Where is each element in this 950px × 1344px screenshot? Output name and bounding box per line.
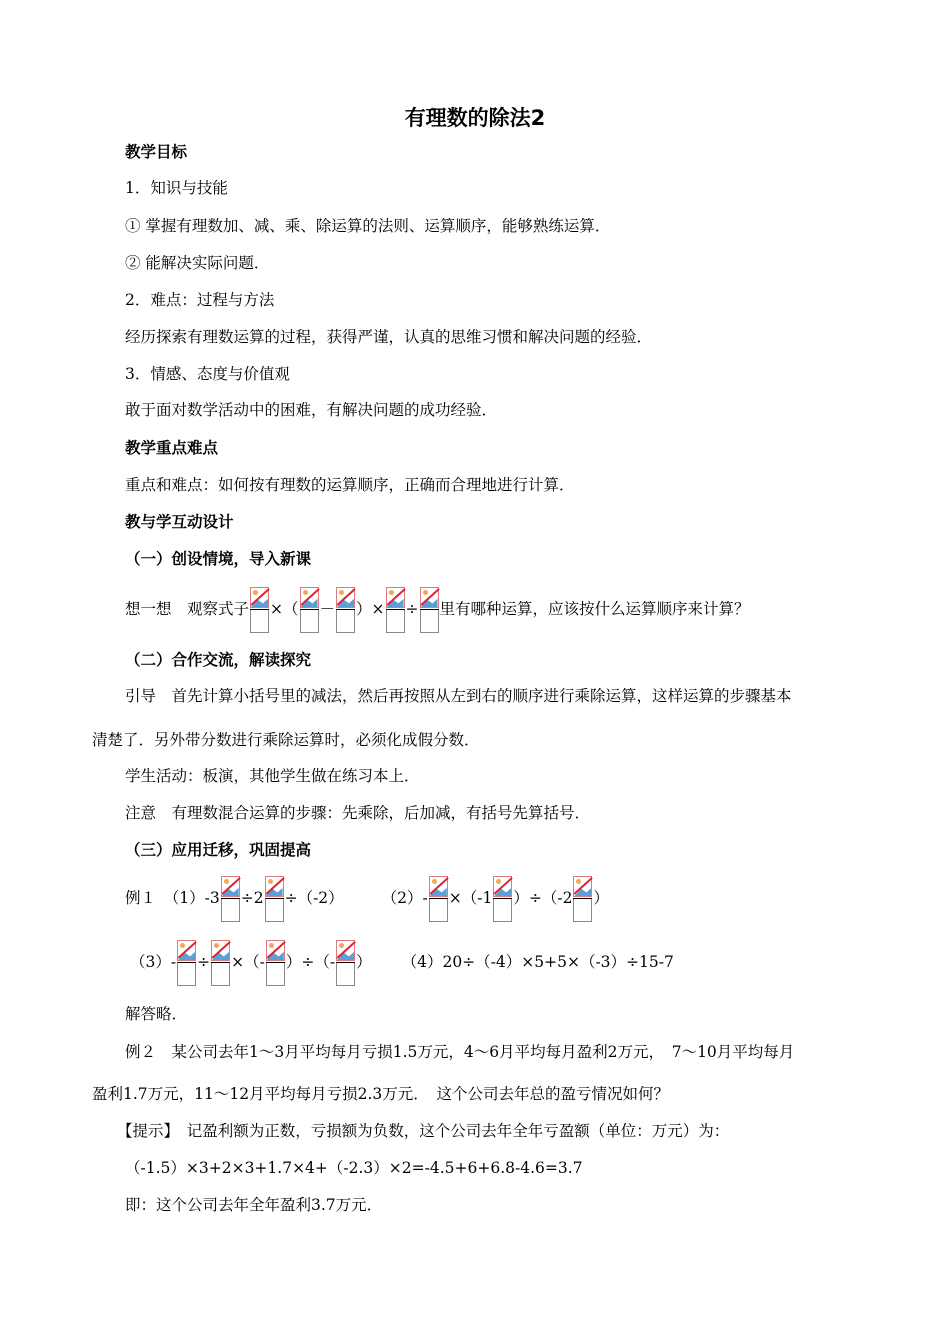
fraction-image (429, 876, 448, 922)
goal-1b-text: ② 能解决实际问题． (125, 254, 270, 272)
ex1-part-1-a: 例１ （1）-3 (125, 889, 220, 907)
ex1-part-3-c: ×（- (231, 953, 265, 971)
fraction-image (493, 876, 512, 922)
ex1-part-2-b: ×（-1 (448, 889, 493, 907)
fraction-image (221, 876, 240, 922)
heading-key-points: 教学重点难点 (125, 439, 219, 457)
example-2-line-1: 例２ 某公司去年1～3月平均每月亏损1.5万元，4～6月平均每月盈利2万元， 7～10月平均每月 (125, 1043, 795, 1061)
section-2-heading: （二）合作交流，解读探究 (125, 651, 312, 669)
section-1-heading: （一）创设情境，导入新课 (125, 550, 312, 568)
conclusion-text: 即：这个公司去年全年盈利3.7万元． (125, 1196, 383, 1214)
fraction-image (300, 587, 319, 633)
goal-2-heading: 2．难点：过程与方法 (125, 291, 275, 309)
example-1-row-2 (130, 937, 674, 987)
think-close-times: ）× (356, 600, 385, 618)
fraction-image (250, 587, 269, 633)
think-line (125, 584, 750, 634)
think-minus: － (319, 600, 336, 618)
goal-1-heading: 1．知识与技能 (125, 179, 228, 197)
page-title: 有理数的除法2 (404, 106, 546, 130)
goal-1a-text: ① 掌握有理数加、减、乘、除运算的法则、运算顺序，能够熟练运算． (125, 217, 611, 235)
guide-line-1: 引导 首先计算小括号里的减法，然后再按照从左到右的顺序进行乘除运算，这样运算的步骤基本 (125, 687, 792, 705)
student-activity: 学生活动：板演，其他学生做在练习本上． (125, 767, 420, 785)
fraction-image (211, 940, 230, 986)
think-divide: ÷ (405, 600, 419, 618)
example-1-row-1 (125, 873, 609, 923)
think-suffix: 里有哪种运算，应该按什么运算顺序来计算？ (439, 600, 750, 618)
fraction-image (420, 587, 439, 633)
ex1-part-1-b: ÷2 (240, 889, 264, 907)
ex1-part-3-a: （3）- (130, 953, 177, 971)
ex1-part-2-d: ） (593, 889, 609, 907)
heading-interactive-design: 教与学互动设计 (125, 513, 234, 531)
think-prefix: 想一想 观察式子 (125, 600, 250, 618)
hint-text: 【提示】 记盈利额为正数，亏损额为负数，这个公司去年全年亏盈额（单位：万元）为： (117, 1122, 730, 1140)
think-times-open: ×（ (270, 600, 299, 618)
goal-3a-text: 敢于面对数学活动中的困难，有解决问题的成功经验． (125, 401, 498, 419)
fraction-image (573, 876, 592, 922)
ex1-part-3-e: ） (356, 953, 372, 971)
fraction-image (177, 940, 196, 986)
ex1-part-2-a: （2）- (381, 889, 428, 907)
guide-line-2: 清楚了．另外带分数进行乘除运算时，必须化成假分数． (92, 731, 480, 749)
fraction-image (266, 940, 285, 986)
answer-omitted: 解答略． (125, 1005, 188, 1023)
fraction-image (336, 940, 355, 986)
calculation-text: （-1.5）×3+2×3+1.7×4+（-2.3）×2=-4.5+6+6.8-4.6=3.7 (125, 1159, 583, 1177)
goal-2a-text: 经历探索有理数运算的过程，获得严谨，认真的思维习惯和解决问题的经验． (125, 328, 653, 346)
example-2-line-2: 盈利1.7万元，11～12月平均每月亏损2.3万元． 这个公司去年总的盈亏情况如何？ (92, 1085, 669, 1103)
ex1-part-3-d: ）÷（- (285, 953, 336, 971)
fraction-image (265, 876, 284, 922)
note-text: 注意 有理数混合运算的步骤：先乘除，后加减，有括号先算括号． (125, 804, 591, 822)
goal-3-heading: 3．情感、态度与价值观 (125, 365, 290, 383)
ex1-part-1-c: ÷（-2） (284, 889, 344, 907)
ex1-part-3-b: ÷ (197, 953, 211, 971)
fraction-image (386, 587, 405, 633)
fraction-image (336, 587, 355, 633)
key-points-text: 重点和难点：如何按有理数的运算顺序，正确而合理地进行计算． (125, 476, 575, 494)
ex1-part-4: （4）20÷（-4）×5+5×（-3）÷15-7 (401, 953, 674, 971)
ex1-part-2-c: ）÷（-2 (513, 889, 573, 907)
section-3-heading: （三）应用迁移，巩固提高 (125, 841, 312, 859)
heading-teaching-goals: 教学目标 (125, 143, 188, 161)
